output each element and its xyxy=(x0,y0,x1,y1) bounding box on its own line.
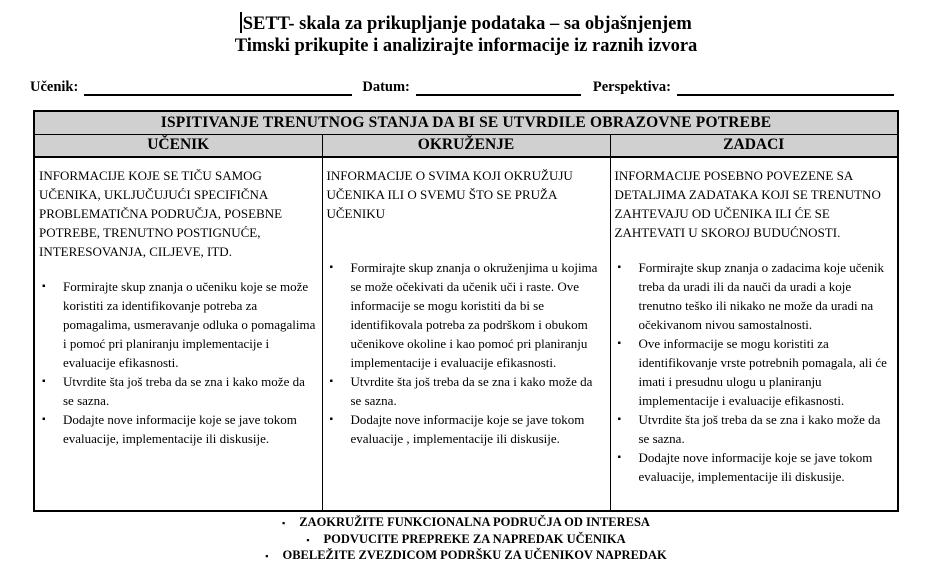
bullet-text: Dodajte nove informacije koje se jave tokom evaluacije, implementacije ili diskusije. xyxy=(63,412,297,446)
footer-line xyxy=(0,548,932,565)
perspective-field-line[interactable] xyxy=(677,81,894,96)
bullet-text: Utvrdite šta još treba da se zna i kako može da se sazna. xyxy=(350,374,593,408)
bullet-text: Utvrdite šta još treba da se zna i kako može da se sazna. xyxy=(63,374,305,408)
footer-line xyxy=(0,515,932,532)
bullet-text: Dodajte nove informacije koje se jave tokom evaluacije, implementacije ili diskusije. xyxy=(638,450,873,484)
cell-zadaci xyxy=(610,157,898,511)
bullet-icon: ▪ xyxy=(617,414,622,425)
bullet-item xyxy=(39,410,318,448)
bullet-item xyxy=(327,410,606,448)
bullet-item xyxy=(327,372,606,410)
bullet-icon: ▪ xyxy=(617,338,622,349)
cell-ucenik xyxy=(34,157,322,511)
bullet-icon: ▪ xyxy=(265,551,269,561)
column-header-row xyxy=(34,134,898,157)
document-page xyxy=(0,12,932,575)
bullet-icon: ▪ xyxy=(282,518,286,528)
table-title: ISPITIVANJE TRENUTNOG STANJA DA BI SE UTVRDILE OBRAZOVNE POTREBE xyxy=(34,111,898,134)
perspective-field-label: Perspektiva: xyxy=(592,79,671,95)
bullet-item xyxy=(615,334,894,410)
page-title-row xyxy=(0,12,932,35)
zadaci-bullet-list xyxy=(615,258,894,486)
footer-instructions xyxy=(0,515,932,565)
bullet-item xyxy=(615,410,894,448)
okruzenje-intro: INFORMACIJE O SVIMA KOJI OKRUŽUJU UČENIKA ILI O SVEMU ŠTO SE PRUŽA UČENIKU xyxy=(326,168,573,221)
bullet-item xyxy=(39,372,318,410)
bullet-icon: ▪ xyxy=(42,414,46,425)
student-field-line[interactable] xyxy=(84,81,352,96)
bullet-text: Formirajte skup znanja o zadacima koje učenik treba da uradi ili da nauči da uradi a koje trenutno teško ili nikako ne može da uradi na očekivanom nivou samostalnosti. xyxy=(638,260,884,332)
bullet-text: Formirajte skup znanja o okruženjima u kojima se može očekivati da učenik uči i raste. Ove informacije se mogu koristiti da bi se identifikovala potreba za podrškom i obukom učenikove okoline i kao pomoć pri planiranju implementacije i evaluacije efikasnosti. xyxy=(350,260,598,370)
okruzenje-bullet-list xyxy=(327,258,606,448)
date-field-line[interactable] xyxy=(416,81,581,96)
column-header-okruzenje: OKRUŽENJE xyxy=(322,134,610,157)
fill-in-fields-row xyxy=(30,79,894,96)
bullet-item xyxy=(615,448,894,486)
cell-okruzenje xyxy=(322,157,610,511)
bullet-text: Utvrdite šta još treba da se zna i kako može da se sazna. xyxy=(638,412,881,446)
bullet-text: Formirajte skup znanja o učeniku koje se može koristiti za identifikovanje potreba za pomagalima, usmeravanje odluka o pomagalima i pomoć pri planiranju implementacije i evaluacije efikasnosti. xyxy=(63,279,316,370)
bullet-text: Ove informacije se mogu koristiti za identifikovanje vrste potrebnih pomagala, ali će imati i presudnu ulogu u planiranju implementacije i evaluacije efikasnosti. xyxy=(638,336,887,408)
bullet-icon: ▪ xyxy=(617,262,622,273)
page-title: SETT- skala za prikupljanje podataka – sa objašnjenjem xyxy=(242,14,692,34)
text-cursor xyxy=(240,12,242,33)
bullet-item xyxy=(39,277,318,372)
date-field-label: Datum: xyxy=(362,79,410,95)
bullet-item xyxy=(615,258,894,334)
footer-text: ZAOKRUŽITE FUNKCIONALNA PODRUČJA OD INTERESA xyxy=(299,515,650,529)
table-title-row xyxy=(34,111,898,134)
bullet-text: Dodajte nove informacije koje se jave tokom evaluacije , implementacije ili diskusije. xyxy=(350,412,585,446)
page-subtitle: Timski prikupite i analizirajte informacije iz raznih izvora xyxy=(234,36,698,56)
column-header-zadaci: ZADACI xyxy=(610,134,898,157)
bullet-icon: ▪ xyxy=(42,376,46,387)
bullet-icon: ▪ xyxy=(329,262,334,273)
bullet-icon: ▪ xyxy=(42,281,46,292)
bullet-icon: ▪ xyxy=(329,414,334,425)
bullet-icon: ▪ xyxy=(329,376,334,387)
zadaci-intro: INFORMACIJE POSEBNO POVEZENE SA DETALJIMA ZADATAKA KOJI SE TRENUTNO ZAHTEVAJU OD UČENIKA ILI ĆE SE ZAHTEVATI U SKOROJ BUDUĆNOSTI. xyxy=(614,168,881,240)
table-body-row xyxy=(34,157,898,511)
student-field-label: Učenik: xyxy=(30,79,79,95)
footer-text: PODVUCITE PREPREKE ZA NAPREDAK UČENIKA xyxy=(323,531,626,546)
sett-table xyxy=(33,110,899,512)
column-header-ucenik: UČENIK xyxy=(34,134,322,157)
footer-line xyxy=(0,532,932,549)
ucenik-intro: INFORMACIJE KOJE SE TIČU SAMOG UČENIKA, UKLJUČUJUĆI SPECIFIČNA PROBLEMATIČNA PODRUČJA, POSEBNE POTREBE, TRENUTNO POSTIGNUĆE, INTERESOVANJA, CILJEVE, ITD. xyxy=(39,168,283,259)
footer-text: OBELEŽITE ZVEZDICOM PODRŠKU ZA UČENIKOV NAPREDAK xyxy=(282,548,667,562)
ucenik-bullet-list xyxy=(39,277,318,448)
bullet-icon: ▪ xyxy=(306,534,310,545)
bullet-icon: ▪ xyxy=(617,452,622,463)
bullet-item xyxy=(327,258,606,372)
